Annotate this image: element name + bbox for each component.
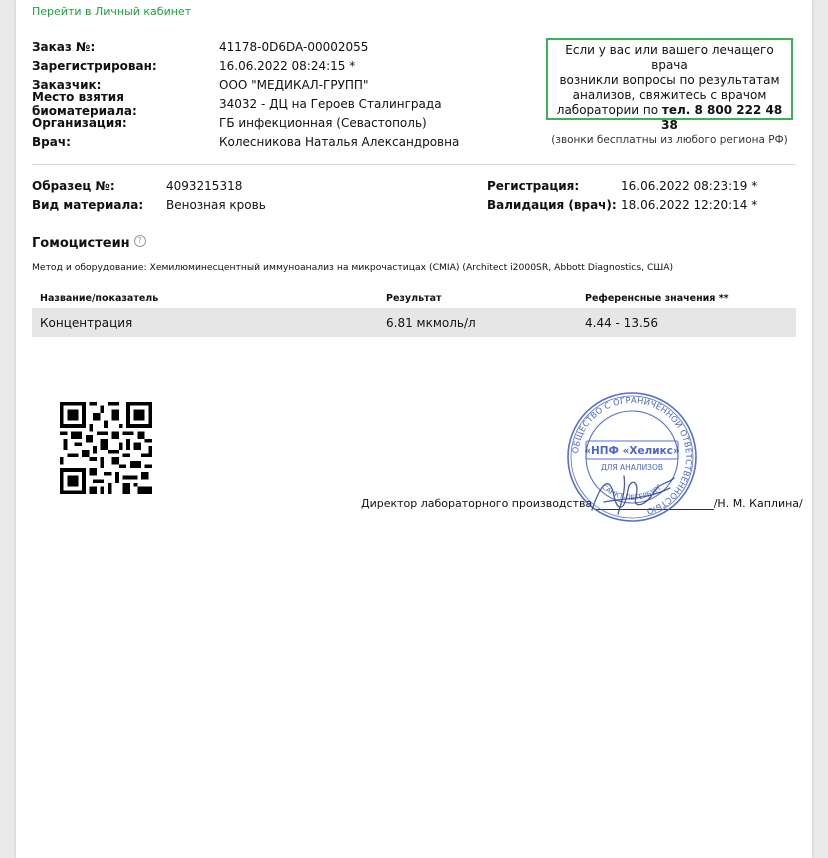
order-row [32, 89, 459, 118]
registered-value: 16.06.2022 08:24:15 * [219, 58, 356, 73]
sample-row [487, 195, 757, 214]
stamp-center-main: «НПФ «Хеликс» [584, 445, 680, 457]
contact-note: (звонки бесплатны из любого региона РФ) [551, 134, 788, 146]
contact-prefix: лаборатории по [556, 103, 662, 117]
order-row [32, 113, 459, 132]
order-info [32, 37, 459, 151]
signature-title: Директор лабораторного производства [361, 497, 593, 510]
doctor-value: Колесникова Наталья Александровна [219, 134, 460, 149]
collection-place-value: 34032 - ДЦ на Героев Сталинграда [219, 96, 442, 111]
customer-value: ООО "МЕДИКАЛ-ГРУПП" [219, 77, 369, 92]
stamp-outer-text: ОБЩЕСТВО С ОГРАНИЧЕННОЙ ОТВЕТСТВЕННОСТЬЮ [570, 394, 695, 517]
sample-info-right [487, 176, 757, 214]
sample-row [487, 176, 757, 195]
test-title [32, 236, 146, 251]
column-name-header: Название/показатель [40, 292, 159, 304]
column-result-header: Результат [386, 292, 442, 304]
contact-info-box [546, 38, 793, 146]
validation-value: 18.06.2022 12:20:14 * [621, 197, 758, 212]
result-reference: 4.44 - 13.56 [585, 315, 659, 330]
question-circle-icon[interactable]: ? [134, 235, 146, 247]
sample-number-value: 4093215318 [166, 178, 243, 193]
section-divider [32, 164, 796, 165]
sample-row [32, 176, 266, 195]
doctor-label: Врач: [32, 134, 71, 149]
results-header [32, 288, 796, 308]
organization-value: ГБ инфекционная (Севастополь) [219, 115, 427, 130]
sample-info-left [32, 176, 266, 214]
order-number-value: 41178-0D6DA-00002055 [219, 39, 369, 54]
results-table [32, 288, 796, 337]
contact-line: возникли вопросы по результатам [559, 73, 780, 87]
method-description: Метод и оборудование: Хемилюминесцентный иммуноанализ на микрочастицах (CMIA) (Architect i2000SR, Abbott Diagnostics, США) [32, 262, 674, 273]
registration-value: 16.06.2022 08:23:19 * [621, 178, 758, 193]
customer-label: Заказчик: [32, 77, 102, 92]
contact-line: анализов, свяжитесь с врачом [572, 88, 767, 102]
sample-number-label: Образец №: [32, 178, 115, 193]
sample-row [32, 195, 266, 214]
contact-phone[interactable]: тел. 8 800 222 48 38 [661, 103, 783, 132]
registered-label: Зарегистрирован: [32, 58, 157, 73]
stamp-center-sub: ДЛЯ АНАЛИЗОВ [600, 463, 664, 472]
order-row [32, 132, 459, 151]
material-value: Венозная кровь [166, 197, 266, 212]
validation-label: Валидация (врач): [487, 197, 617, 212]
test-name: Гомоцистеин [32, 236, 130, 251]
signature-name: /Н. М. Каплина/ [713, 497, 803, 510]
collection-place-label: Место взятия биоматериала: [32, 89, 137, 118]
result-name: Концентрация [40, 315, 133, 330]
result-value: 6.81 мкмоль/л [386, 315, 476, 330]
qr-code [60, 402, 152, 494]
signature-scribble [584, 470, 680, 518]
organization-label: Организация: [32, 115, 127, 130]
order-number-label: Заказ №: [32, 39, 96, 54]
contact-line [548, 103, 791, 133]
report-page [16, 0, 812, 858]
column-reference-header: Референсные значения ** [585, 292, 729, 304]
personal-cabinet-link[interactable]: Перейти в Личный кабинет [32, 5, 192, 18]
contact-line: Если у вас или вашего лечащего врача [565, 43, 774, 72]
table-row [32, 308, 796, 337]
order-row [32, 56, 459, 75]
order-row [32, 37, 459, 56]
material-label: Вид материала: [32, 197, 144, 212]
registration-label: Регистрация: [487, 178, 580, 193]
stamp-city: САНКТ-ПЕТЕРБУРГ [600, 483, 664, 502]
